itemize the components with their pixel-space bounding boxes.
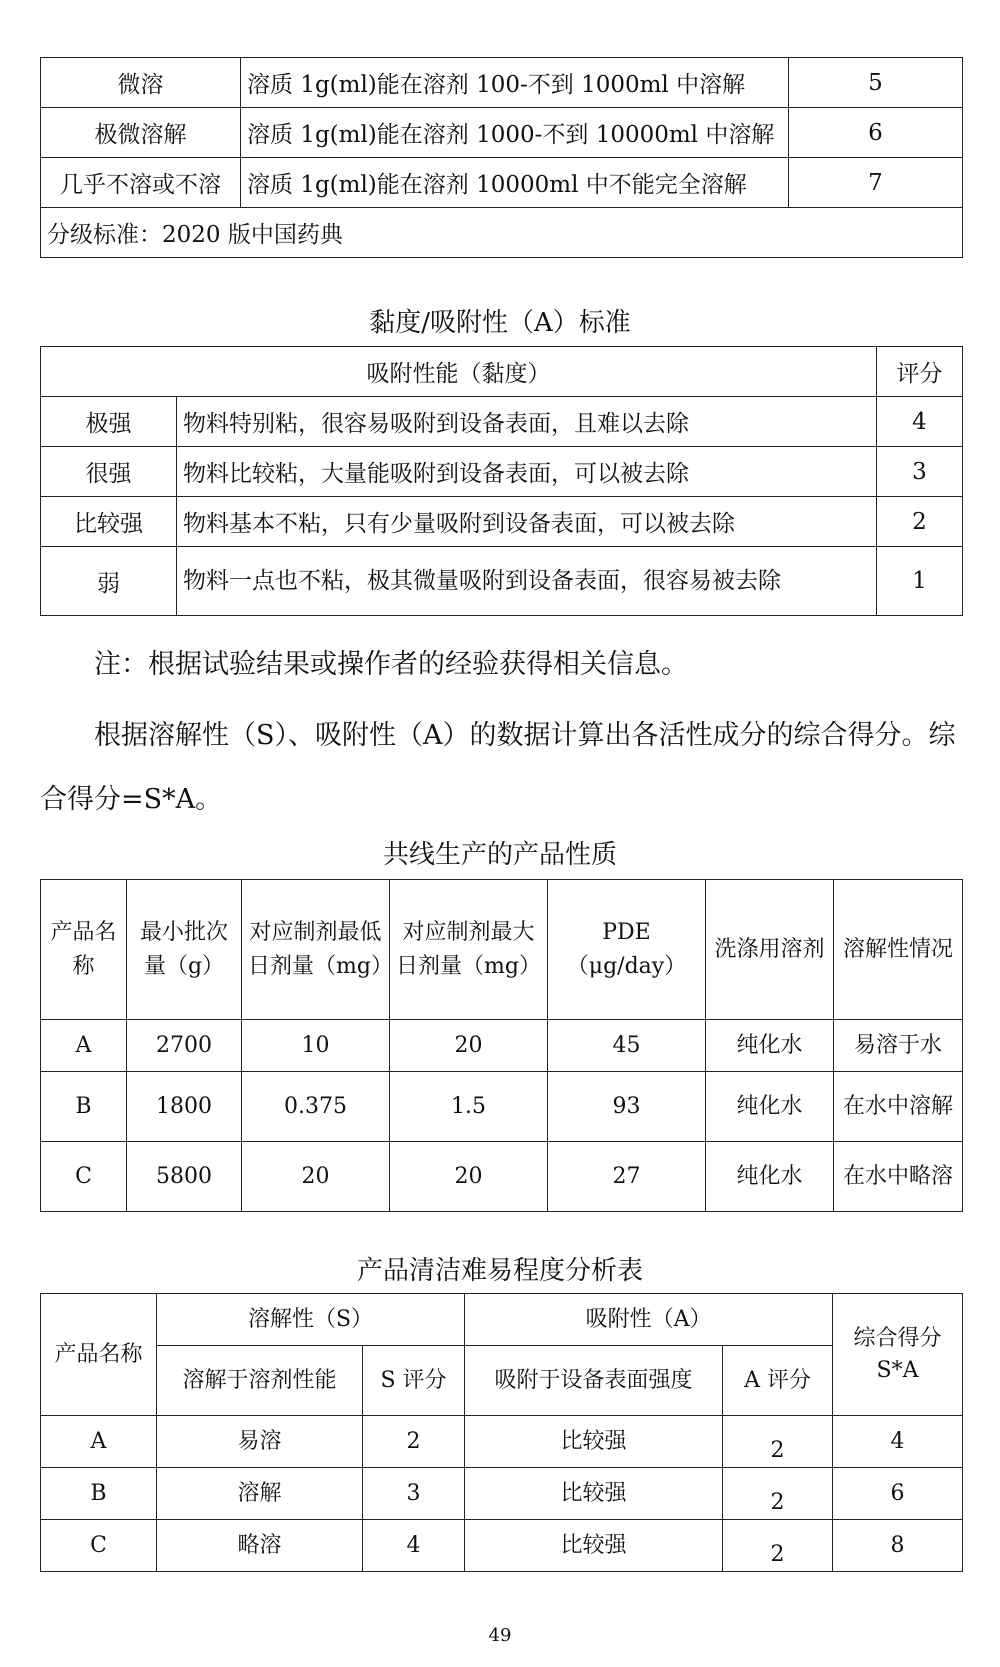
solubility-definition: 溶质 1g(ml)能在溶剂 1000-不到 10000ml 中溶解 (241, 108, 789, 158)
products-cell: A (41, 1020, 127, 1072)
table-row (41, 1468, 963, 1520)
table-row (41, 397, 963, 447)
adhesion-level: 弱 (41, 547, 177, 616)
products-header: PDE（μg/day） (548, 880, 706, 1020)
solubility-score: 7 (789, 158, 963, 208)
cleaning-header-adhesion-desc: 吸附于设备表面强度 (465, 1346, 723, 1416)
solubility-term: 几乎不溶或不溶 (41, 158, 241, 208)
note-text: 注：根据试验结果或操作者的经验获得相关信息。 (94, 649, 688, 680)
solubility-table (40, 57, 963, 258)
table-row (41, 208, 963, 258)
table-row (41, 58, 963, 108)
products-cell: 纯化水 (706, 1142, 834, 1212)
cleaning-cell: 2 (723, 1468, 833, 1520)
solubility-score: 6 (789, 108, 963, 158)
cleaning-cell: 易溶 (157, 1416, 363, 1468)
products-cell: 1800 (127, 1072, 242, 1142)
products-cell: 在水中溶解 (834, 1072, 963, 1142)
table-header-row (41, 347, 963, 397)
cleaning-cell: 2 (363, 1416, 465, 1468)
cleaning-cell: 4 (363, 1520, 465, 1572)
products-table (40, 879, 963, 1212)
adhesion-table (40, 346, 963, 616)
products-cell: 20 (390, 1142, 548, 1212)
products-cell: 易溶于水 (834, 1020, 963, 1072)
products-cell: 20 (242, 1142, 390, 1212)
score-paragraph: 根据溶解性（S）、吸附性（A）的数据计算出各活性成分的综合得分。综合得分=S*A。 (40, 720, 956, 815)
solubility-table-footer: 分级标准：2020 版中国药典 (41, 208, 963, 258)
products-header: 最小批次量（g） (127, 880, 242, 1020)
cleaning-cell: B (41, 1468, 157, 1520)
cleaning-cell: 2 (723, 1416, 833, 1468)
products-cell: 27 (548, 1142, 706, 1212)
cleaning-cell: 4 (833, 1416, 963, 1468)
products-cell: C (41, 1142, 127, 1212)
solubility-term: 极微溶解 (41, 108, 241, 158)
cleaning-table (40, 1293, 963, 1572)
products-cell: 在水中略溶 (834, 1142, 963, 1212)
cleaning-cell: 比较强 (465, 1520, 723, 1572)
cleaning-cell: 比较强 (465, 1468, 723, 1520)
products-cell: B (41, 1072, 127, 1142)
adhesion-header-description: 吸附性能（黏度） (41, 347, 877, 397)
table-row (41, 1416, 963, 1468)
table-row (41, 547, 963, 616)
adhesion-score: 4 (877, 397, 963, 447)
adhesion-header-score: 评分 (877, 347, 963, 397)
adhesion-level: 很强 (41, 447, 177, 497)
solubility-term: 微溶 (41, 58, 241, 108)
table-row (41, 108, 963, 158)
adhesion-description: 物料一点也不粘，极其微量吸附到设备表面，很容易被去除 (177, 547, 877, 616)
solubility-definition: 溶质 1g(ml)能在溶剂 10000ml 中不能完全溶解 (241, 158, 789, 208)
adhesion-table-title: 黏度/吸附性（A）标准 (369, 308, 631, 338)
products-cell: 5800 (127, 1142, 242, 1212)
cleaning-cell: 溶解 (157, 1468, 363, 1520)
products-table-title: 共线生产的产品性质 (382, 840, 617, 870)
cleaning-table-title: 产品清洁难易程度分析表 (356, 1256, 643, 1286)
cleaning-cell: 8 (833, 1520, 963, 1572)
cleaning-cell: 比较强 (465, 1416, 723, 1468)
products-cell: 1.5 (390, 1072, 548, 1142)
cleaning-header-solubility: 溶解性（S） (157, 1294, 465, 1346)
cleaning-header-total: 综合得分S*A (833, 1294, 963, 1416)
cleaning-cell: A (41, 1416, 157, 1468)
cleaning-cell: 略溶 (157, 1520, 363, 1572)
solubility-definition: 溶质 1g(ml)能在溶剂 100-不到 1000ml 中溶解 (241, 58, 789, 108)
products-cell: 20 (390, 1020, 548, 1072)
table-row (41, 447, 963, 497)
table-row (41, 158, 963, 208)
adhesion-description: 物料比较粘，大量能吸附到设备表面，可以被去除 (177, 447, 877, 497)
table-row (41, 1520, 963, 1572)
table-header-row (41, 1346, 963, 1416)
cleaning-header-a-score: A 评分 (723, 1346, 833, 1416)
adhesion-score: 3 (877, 447, 963, 497)
products-cell: 2700 (127, 1020, 242, 1072)
adhesion-level: 比较强 (41, 497, 177, 547)
table-row (41, 1072, 963, 1142)
products-cell: 0.375 (242, 1072, 390, 1142)
products-header: 对应制剂最低日剂量（mg） (242, 880, 390, 1020)
products-header: 洗涤用溶剂 (706, 880, 834, 1020)
products-header: 对应制剂最大日剂量（mg） (390, 880, 548, 1020)
adhesion-score: 1 (877, 547, 963, 616)
products-cell: 纯化水 (706, 1072, 834, 1142)
products-header: 产品名称 (41, 880, 127, 1020)
cleaning-header-adhesion: 吸附性（A） (465, 1294, 833, 1346)
adhesion-description: 物料特别粘，很容易吸附到设备表面，且难以去除 (177, 397, 877, 447)
products-header: 溶解性情况 (834, 880, 963, 1020)
products-cell: 45 (548, 1020, 706, 1072)
page-number: 49 (488, 1625, 512, 1646)
cleaning-cell: 2 (723, 1520, 833, 1572)
cleaning-cell: C (41, 1520, 157, 1572)
cleaning-header-s-score: S 评分 (363, 1346, 465, 1416)
cleaning-header-solubility-desc: 溶解于溶剂性能 (157, 1346, 363, 1416)
adhesion-description: 物料基本不粘，只有少量吸附到设备表面，可以被去除 (177, 497, 877, 547)
adhesion-score: 2 (877, 497, 963, 547)
table-row (41, 1142, 963, 1212)
table-header-row (41, 880, 963, 1020)
cleaning-header-name: 产品名称 (41, 1294, 157, 1416)
cleaning-cell: 3 (363, 1468, 465, 1520)
products-cell: 10 (242, 1020, 390, 1072)
cleaning-cell: 6 (833, 1468, 963, 1520)
table-header-row (41, 1294, 963, 1346)
table-row (41, 1020, 963, 1072)
table-row (41, 497, 963, 547)
solubility-score: 5 (789, 58, 963, 108)
products-cell: 纯化水 (706, 1020, 834, 1072)
products-cell: 93 (548, 1072, 706, 1142)
adhesion-level: 极强 (41, 397, 177, 447)
